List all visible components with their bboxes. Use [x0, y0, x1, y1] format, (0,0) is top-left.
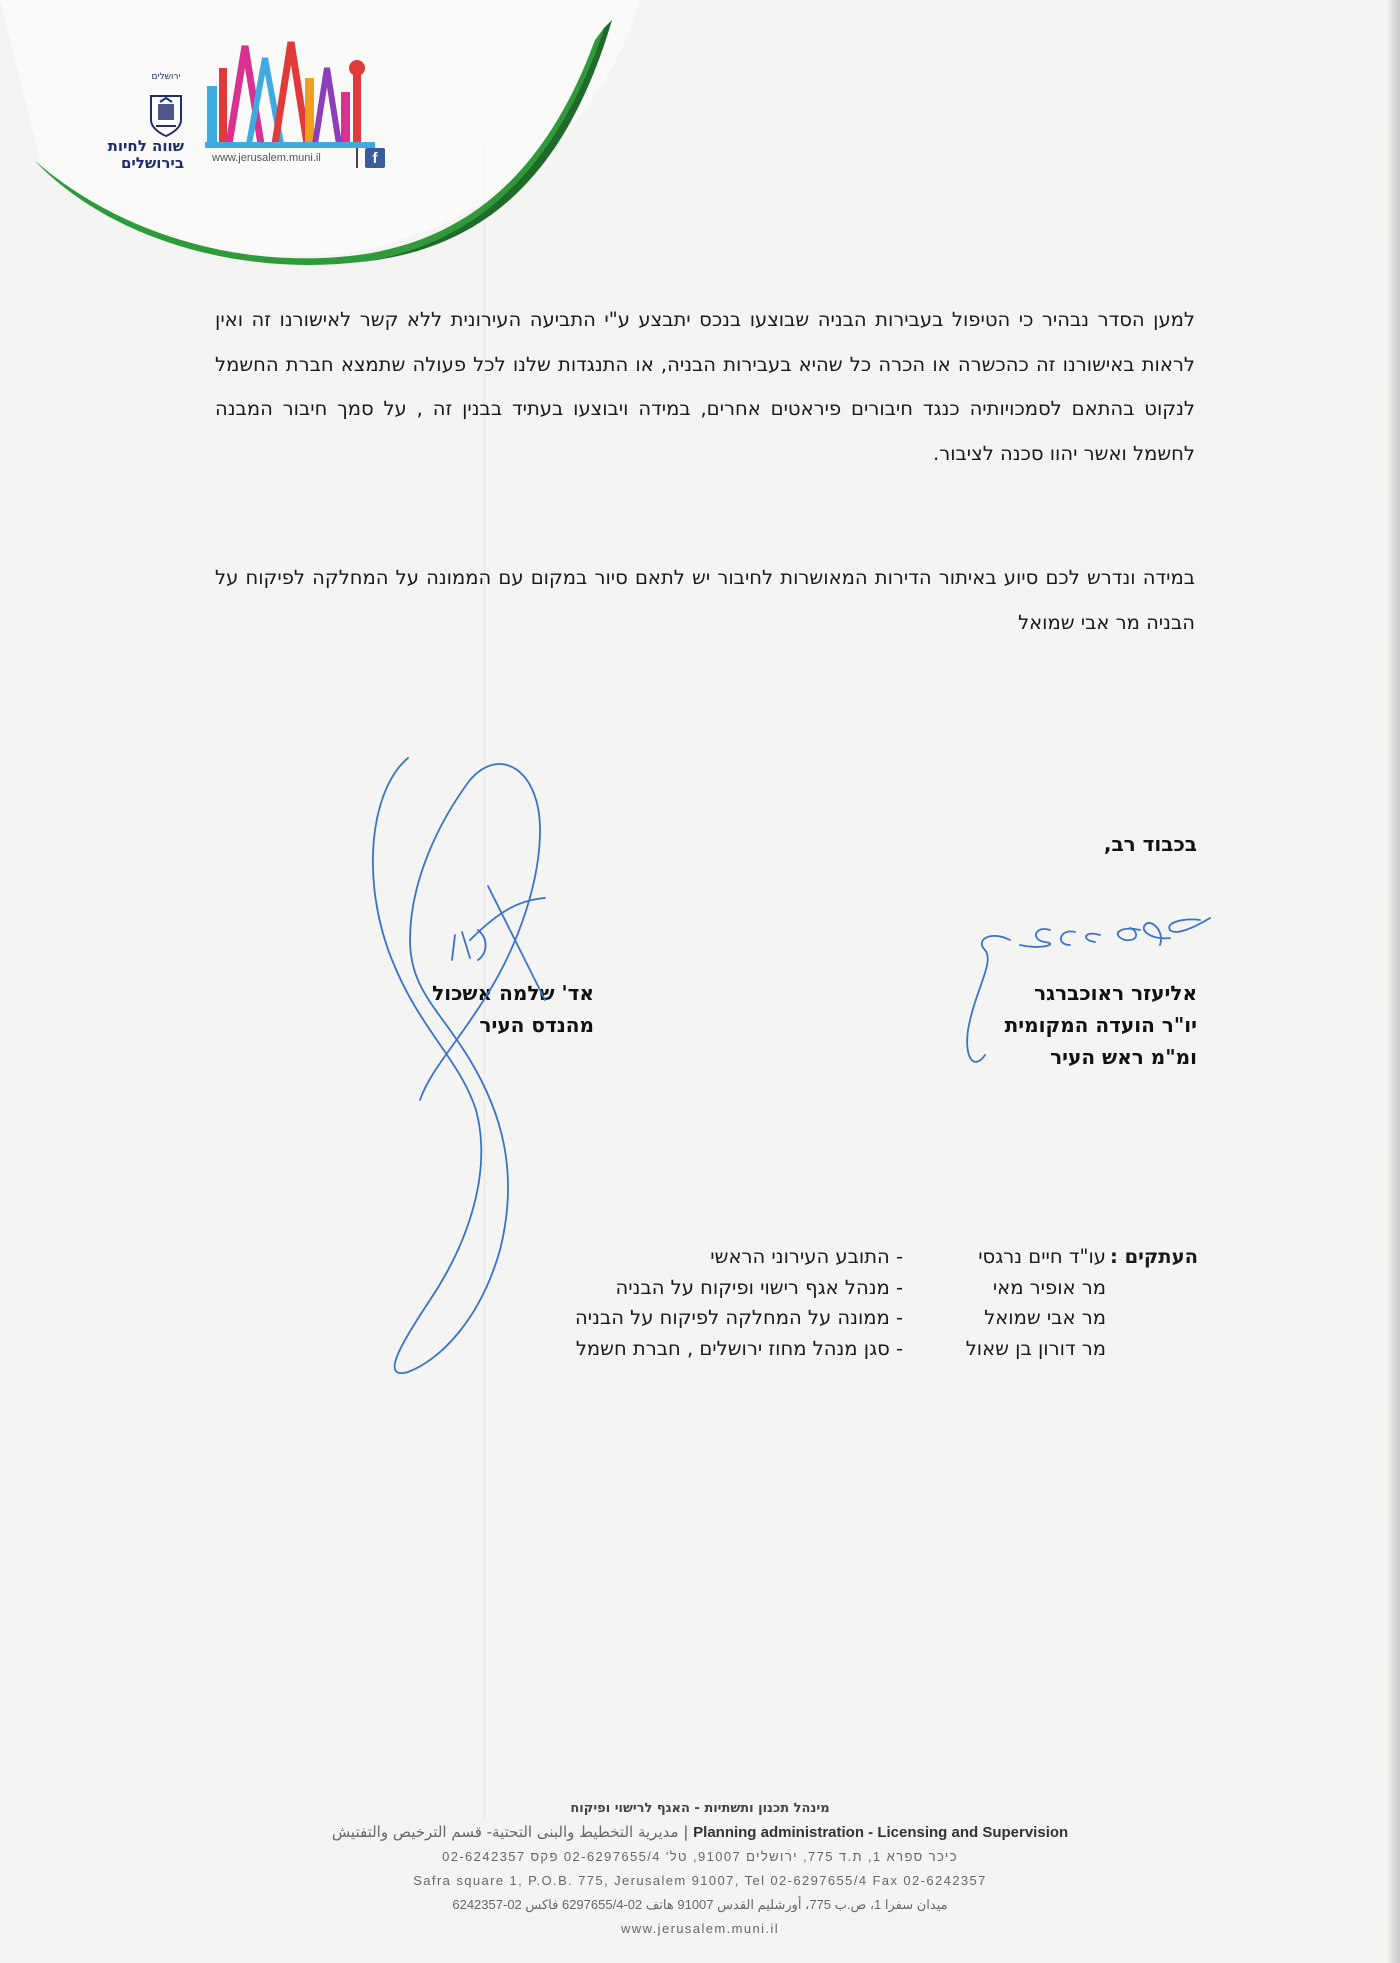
cc-role: - התובע העירוני הראשי — [710, 1245, 903, 1268]
facebook-icon[interactable]: f — [365, 148, 385, 168]
footer-address-he: כיכר ספרא 1, ת.ד 775, ירושלים 91007, טל' 02-6297655/4 פקס 02-6242357 — [442, 1849, 958, 1864]
body-paragraph-1: למען הסדר נבהיר כי הטיפול בעבירות הבניה שבוצעו בנכס יתבצע ע"י התביעה העירונית ללא קשר לאישורנו זה ואין לראות באישורנו זה כהכשרה או הכרה כל שהיא בעבירות הבניה, או התנגדות שלנו לכל פעולה שתמצא חברת החשמל לנקוט בהתאם לסמכויותיה כנגד חיבורים פיראטים אחרים, במידה ויבוצעו בעתיד בבנין זה , על סמך חיבור המבנה לחשמל ואשר יהוו סכנה לציבור. — [215, 308, 1195, 465]
engineer-signature — [373, 758, 540, 1373]
cc-role: - ממונה על המחלקה לפיקוח על הבניה — [575, 1306, 903, 1329]
footer-address-ar: ميدان سفرا 1، ص.ب 775، أورشليم القدس 91007 هاتف 02-6297655/4 فاكس 02-6242357 — [452, 1897, 948, 1912]
slogan-line1: שווה לחיות — [107, 137, 184, 155]
divider — [356, 148, 358, 168]
signer-title: ומ"מ ראש העיר — [1050, 1045, 1197, 1069]
cc-name: עו"ד חיים נרגסי — [978, 1245, 1106, 1268]
footer-website[interactable]: www.jerusalem.muni.il — [621, 1921, 779, 1936]
cc-row — [575, 1242, 1198, 1273]
cc-label: העתקים : — [1110, 1245, 1198, 1268]
cc-row — [575, 1303, 1198, 1334]
slogan-line2: בירושלים — [120, 154, 184, 172]
cc-row — [575, 1273, 1198, 1304]
jerusalem-crest-icon — [148, 82, 184, 138]
footer-department-he: מינהל תכנון ותשתיות - האגף לרישוי ופיקוח — [570, 1801, 830, 1816]
city-logo-art — [205, 38, 375, 150]
letterhead — [0, 0, 640, 280]
signer-engineer — [432, 977, 594, 1041]
signer-chairman — [1005, 977, 1197, 1073]
footer-address-en: Safra square 1, P.O.B. 775, Jerusalem 91007, Tel 02-6297655/4 Fax 02-6242357 — [413, 1873, 987, 1888]
footer-department: مديرية التخطيط والبنى التحتية- قسم الترخيص والتفتيش | Planning administration - Licensing and Supervision — [331, 1823, 1069, 1841]
cc-row — [575, 1334, 1198, 1365]
signer-title: יו"ר הועדה המקומית — [1004, 1013, 1197, 1037]
footer-department-ar: مديرية التخطيط والبنى التحتية- قسم الترخيص والتفتيش — [331, 1823, 679, 1841]
cc-role: - סגן מנהל מחוז ירושלים , חברת חשמל — [575, 1336, 903, 1360]
cc-name: מר דורון בן שאול — [965, 1336, 1106, 1360]
footer — [0, 1798, 1400, 1941]
footer-department-en: Planning administration - Licensing and Supervision — [693, 1824, 1069, 1841]
closing: בכבוד רב, — [1103, 832, 1197, 856]
cc-name: מר אופיר מאי — [992, 1275, 1106, 1299]
signer-name: אד' שלמה אשכול — [432, 981, 594, 1005]
body-paragraph-2: במידה ונדרש לכם סיוע באיתור הדירות המאושרות לחיבור יש לתאם סיור במקום עם הממונה על המחלקה לפיקוח על הבניה מר אבי שמואל — [215, 566, 1195, 634]
slogan — [100, 138, 184, 172]
signer-title: מהנדס העיר — [479, 1013, 594, 1037]
page-edge — [1388, 0, 1400, 1963]
letterhead-website[interactable]: www.jerusalem.muni.il — [212, 152, 321, 164]
cc-name: מר אבי שמואל — [984, 1306, 1106, 1329]
crest-caption: ירושלים — [151, 72, 181, 82]
cc-role: - מנהל אגף רישוי ופיקוח על הבניה — [615, 1275, 903, 1299]
cc-list — [575, 1242, 1198, 1364]
signer-name: אליעזר ראוכברגר — [1034, 981, 1197, 1005]
